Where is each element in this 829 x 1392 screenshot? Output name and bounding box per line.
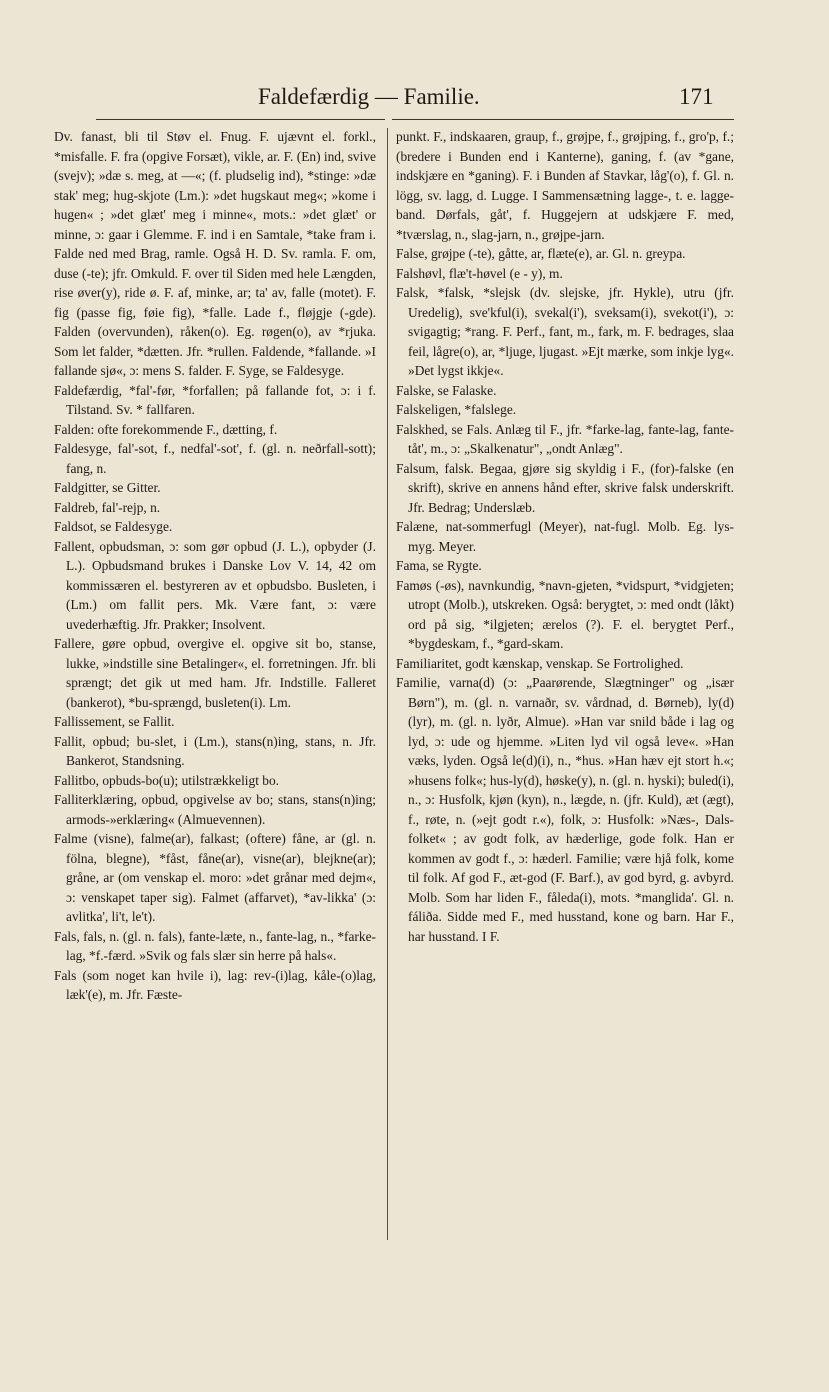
dictionary-entry: Fallit, opbud; bu-slet, i (Lm.), stans(n)ing, stans, n. Jfr. Bankerot, Standsning.	[54, 733, 376, 768]
dictionary-entry: Familiaritet, godt kænskap, venskap. Se Fortrolighed.	[396, 655, 684, 671]
dictionary-entry: Fallitbo, opbuds-bo(u); utilstrækkeligt bo.	[54, 772, 280, 788]
dictionary-entry: Falsk, *falsk, *slejsk (dv. slejske, jfr. Hykle), utru (jfr. Uredelig), sve'kful(i), svekal(i'), sveksam(i), svekot(i'), ɔ: svigagtig; *rang. F. Perf., fant, m., fark, m. F. bedrages, slaa feil, lågre(o), ar, *ljuge, ljugast. »Ejt mærke, som inkje lyg«. »Det lygst ikkje«.	[396, 285, 734, 378]
dictionary-entry: Falsum, falsk. Begaa, gjøre sig skyldig i F., (for)-falske (en skrift), skrive en annens hånd efter, skrive falsk underskrift. Jfr. Bedrag; Underslæb.	[396, 460, 734, 515]
dictionary-entry: Falden: ofte forekommende F., dætting, f.	[54, 421, 278, 437]
running-head: Faldefærdig — Familie.	[258, 84, 480, 109]
dictionary-entry: Faldefærdig, *fal'-før, *forfallen; på fallande fot, ɔ: i f. Tilstand. Sv. * fallfaren.	[54, 382, 376, 417]
dictionary-entry: Fallent, opbudsman, ɔ: som gør opbud (J. L.), opbyder (J. L.). Opbudsmand brukes i Danske Lov V. 14, 42 om kommissæren el. bestyreren av et opbudsbo. Busleten, i (Lm.) om fallit pers. Mk. Være fant, ɔ: være uvederhæftig. Jfr. Prakker; Insolvent.	[54, 538, 376, 632]
dictionary-entry: Falshøvl, flæ't-høvel (e - y), m.	[396, 265, 563, 281]
dictionary-entry: Famøs (-øs), navnkundig, *navn-gjeten, *vidspurt, *vidgjeten; utropt (Molb.), utskreken. Også: berygtet, ɔ: med ondt (låkt) ord på sig, *ilgjeten; ærelos (?). F. el. berygtet Perf., *bygdeskam, f., *gard-skam.	[396, 577, 734, 651]
dictionary-entry: Falæne, nat-sommerfugl (Meyer), nat-fugl. Molb. Eg. lys-myg. Meyer.	[396, 519, 734, 554]
dictionary-entry: Falliterklæring, opbud, opgivelse av bo; stans, stans(n)ing; armods-»erklæring« (Almuevennen).	[54, 792, 376, 827]
dictionary-entry: Falme (visne), falme(ar), falkast; (oftere) fåne, ar (gl. n. fölna, blegne), *fåst, fåne(ar), visne(ar), blejkne(ar); gråne, ar (om venskap el. moro: »det grånar med dejm«, ɔ: venskapet taper sig). Falmet (affarvet), *av-likka' (ɔ: avlitka', li't, le't).	[54, 831, 376, 924]
header-rule-right	[392, 119, 734, 120]
entry-continuation: Dv. fanast, bli til Støv el. Fnug. F. ujævnt el. forkl., *misfalle. F. fra (opgive Forsæt), vikle, ar. F. (En) ind, svive (svejv); »dæ s. meg, at —«; (f. pludselig ind), *stinge: »dæ stak' meg; hug-skjote (Lm.): »det hugskaut meg«; »kome i hugen« ; »det glæt' meg i minne«, mots.: »det glæt' or minne, ɔ: gaar i Glemme. F. ind i en Samtale, *take fram i. Falde ned med Brag, ramle. Også H. D. Sv. ramla. F. om, duse (-te); jfr. Omkuld. F. over til Siden med hele Længden, rise øver(y), ride ø. F. af, minke, ar; ta' av, falle (motet). F. fig (passe fig, føie fig), *falle. Lade f., fløjgje (-gde). Falden (overvunden), råken(o). Eg. røgen(o), av *rjuka. Som let falder, *dætten. Jfr. *rullen. Faldende, *fallande. »I fallande sjø«, ɔ: mens S. falder. F. Syge, se Faldesyge.	[54, 129, 376, 378]
dictionary-entry: Fals (som noget kan hvile i), lag: rev-(i)lag, kåle-(o)lag, læk'(e), m. Jfr. Fæste-	[54, 967, 376, 1002]
left-column	[54, 127, 376, 1261]
dictionary-entry: False, grøjpe (-te), gåtte, ar, flæte(e), ar. Gl. n. greypa.	[396, 246, 686, 261]
dictionary-entry: Falskhed, se Fals. Anlæg til F., jfr. *farke-lag, fante-lag, fante-tåt', m., ɔ: „Skalkenatur", „ondt Anlæg".	[396, 421, 734, 456]
header-rule-left	[96, 119, 385, 120]
dictionary-entry: Fallissement, se Fallit.	[54, 714, 175, 729]
dictionary-entry: Faldgitter, se Gitter.	[54, 480, 161, 495]
dictionary-entry: Faldsot, se Faldesyge.	[54, 519, 173, 534]
dictionary-entry: Faldesyge, fal'-sot, f., nedfal'-sot', f. (gl. n. neðrfall-sott); fang, n.	[54, 441, 376, 476]
right-column	[396, 127, 734, 1239]
dictionary-entry: Fals, fals, n. (gl. n. fals), fante-læte, n., fante-lag, n., *farke-lag, *f.-færd. »Svik og fals slær sin herre på hals«.	[54, 928, 376, 963]
dictionary-entry: Faldreb, fal'-rejp, n.	[54, 499, 161, 515]
dictionary-entry: Falske, se Falaske.	[396, 382, 497, 398]
entry-continuation: punkt. F., indskaaren, graup, f., grøjpe, f., grøjping, f., gro'p, f.; (bredere i Bunden end i Kanterne), ganing, f. (av *gane, indskjære en *ganing). F. i Bunden af Stavkar, låg'(o), f. Gl. n. lögg, sv. lagg, d. Lugge. I Sammensætning lagge-, t. e. lagge-band. Dørfals, gåt', f. Huggejern at udskjære F. med, *tværslag, n., slag-jarn, n., grøjpe-jarn.	[396, 129, 734, 242]
page-number: 171	[679, 84, 714, 109]
column-divider	[387, 128, 388, 1240]
dictionary-entry: Fallere, gøre opbud, overgive el. opgive sit bo, stanse, lukke, »indstille sine Betalinger«, el. forretningen. Jfr. bli sprængt; det gik ut med ham. Jfr. Indstille. Falleret (bankerot), *bu-sprængd, busleten(i). Lm.	[54, 636, 376, 710]
dictionary-entry: Falskeligen, *falslege.	[396, 402, 517, 417]
dictionary-entry: Fama, se Rygte.	[396, 558, 482, 573]
dictionary-entry: Familie, varna(d) (ɔ: „Paarørende, Slægtninger" og „især Børn"), m. (gl. n. varnaðr, sv. vårdnad, d. Børneb), ly(d) (lyr), m. (gl. n. lyðr, Almue). »Han var snild både i lag og lyd, ɔ: ude og hjemme. »Liten lyd vil også leve«. »Han væks, lyden. Også le(d)(i), n., *hus. »Han hæv ejt stort h.«; »husens folk«; hus-ly(d), høske(y), n. (gl. n. hyski); buled(i), n., ɔ: Husfolk, kjøn (kyn), n., lægde, n. (jfr. Kuld), æt (ægt), f., røte, n. (»ejt godt r.«), folk, ɔ: Husfolk: »Næs-, Dals-folket« ; av godt folk, av hæderlige, gode folk. Han er kommen av godt f., ɔ: hæderl. Familie; være hjå folk, kome til folk. Af god F., æt-god (F. Barf.), av god byrd, g. avbyrd. Molb. Som har liden F., fåleda(i), mots. *manglida'. Gl. n. fáliða. Sidde med F., med husstand, kone og barn. Har F., har husstand. I F.	[396, 675, 734, 944]
